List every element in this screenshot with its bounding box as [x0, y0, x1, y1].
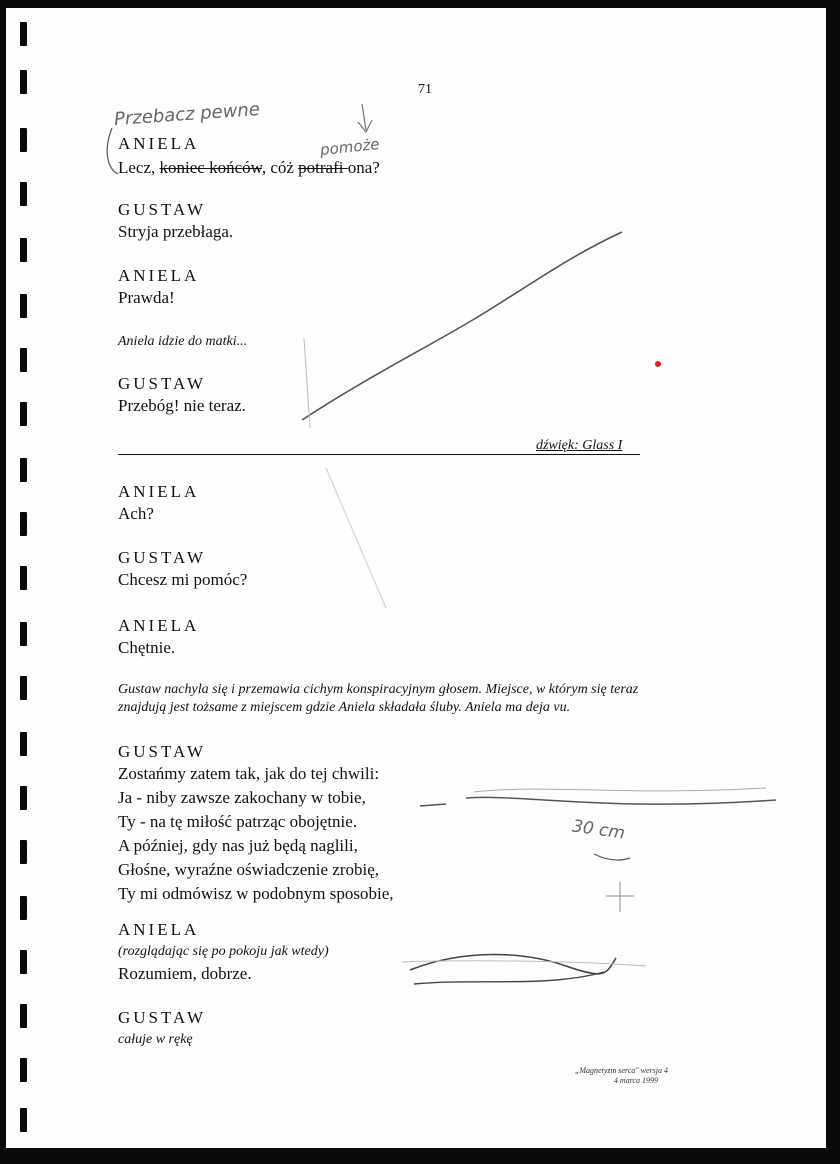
dialogue-line: Lecz, koniec końców, cóż potrafi ona? — [118, 158, 380, 177]
verse-line: A później, gdy nas już będą naglili, — [118, 836, 358, 855]
binding-hole — [20, 1004, 27, 1028]
binding-hole — [20, 622, 27, 646]
binding-hole — [20, 294, 27, 318]
binding-hole — [20, 238, 27, 262]
dialogue-line: Ach? — [118, 504, 154, 523]
handwritten-note: Przebacz pewne — [113, 98, 261, 131]
binding-hole — [20, 896, 27, 920]
speaker-name: GUSTAW — [118, 548, 206, 567]
speaker-name: ANIELA — [118, 616, 200, 635]
handwritten-insert: pomoże — [319, 134, 381, 160]
handwritten-margin-note: 30 cm — [570, 816, 627, 844]
speaker-name: GUSTAW — [118, 374, 206, 393]
verse-line: Ja - niby zawsze zakochany w tobie, — [118, 788, 366, 807]
binding-hole — [20, 128, 27, 152]
binding-hole — [20, 566, 27, 590]
speaker-name: ANIELA — [118, 920, 200, 939]
binding-hole — [20, 458, 27, 482]
speaker-name: GUSTAW — [118, 742, 206, 761]
stage-direction: znajdują jest tożsame z miejscem gdzie Aniela składała śluby. Aniela ma deja vu. — [118, 700, 571, 715]
verse-line: Ty - na tę miłość patrząc obojętnie. — [118, 812, 358, 831]
script-page — [6, 8, 826, 1148]
dialogue-line: Rozumiem, dobrze. — [118, 964, 252, 983]
binding-hole — [20, 1058, 27, 1082]
binding-hole — [20, 402, 27, 426]
dialogue-line: Chętnie. — [118, 638, 176, 657]
binding-hole — [20, 182, 27, 206]
binding-hole — [20, 786, 27, 810]
verse-line: Głośne, wyraźne oświadczenie zrobię, — [118, 860, 380, 879]
page-number: 71 — [418, 82, 432, 97]
stage-direction: całuje w rękę — [118, 1032, 193, 1047]
binding-hole — [20, 840, 27, 864]
speaker-name: ANIELA — [118, 266, 200, 285]
speaker-name: GUSTAW — [118, 200, 206, 219]
verse-line: Zostańmy zatem tak, jak do tej chwili: — [118, 764, 380, 783]
speaker-name: ANIELA — [118, 134, 200, 153]
binding-hole — [20, 1108, 27, 1132]
speaker-name: ANIELA — [118, 482, 200, 501]
footer-title: „Magnetyzm serca" wersja 4 — [574, 1066, 668, 1075]
footer-date: 4 marca 1999 — [613, 1076, 658, 1085]
stage-direction: Aniela idzie do matki... — [118, 334, 248, 349]
verse-line: Ty mi odmówisz w podobnym sposobie, — [118, 884, 394, 903]
binding-hole — [20, 676, 27, 700]
binding-hole — [20, 22, 27, 46]
binding-hole — [20, 348, 27, 372]
dialogue-line: Stryja przebłaga. — [118, 222, 234, 241]
sound-cue: dźwięk: Glass I — [536, 438, 623, 453]
scene-divider — [118, 454, 640, 455]
stage-direction: Gustaw nachyla się i przemawia cichym konspiracyjnym głosem. Miejsce, w którym się teraz — [118, 682, 639, 697]
binding-hole — [20, 732, 27, 756]
binding-hole — [20, 512, 27, 536]
dialogue-line: Przebóg! nie teraz. — [118, 396, 246, 415]
stage-direction: (rozglądając się po pokoju jak wtedy) — [118, 944, 329, 959]
dialogue-line: Chcesz mi pomóc? — [118, 570, 248, 589]
speaker-name: GUSTAW — [118, 1008, 206, 1027]
binding-hole — [20, 70, 27, 94]
dialogue-line: Prawda! — [118, 288, 175, 307]
binding-hole — [20, 950, 27, 974]
